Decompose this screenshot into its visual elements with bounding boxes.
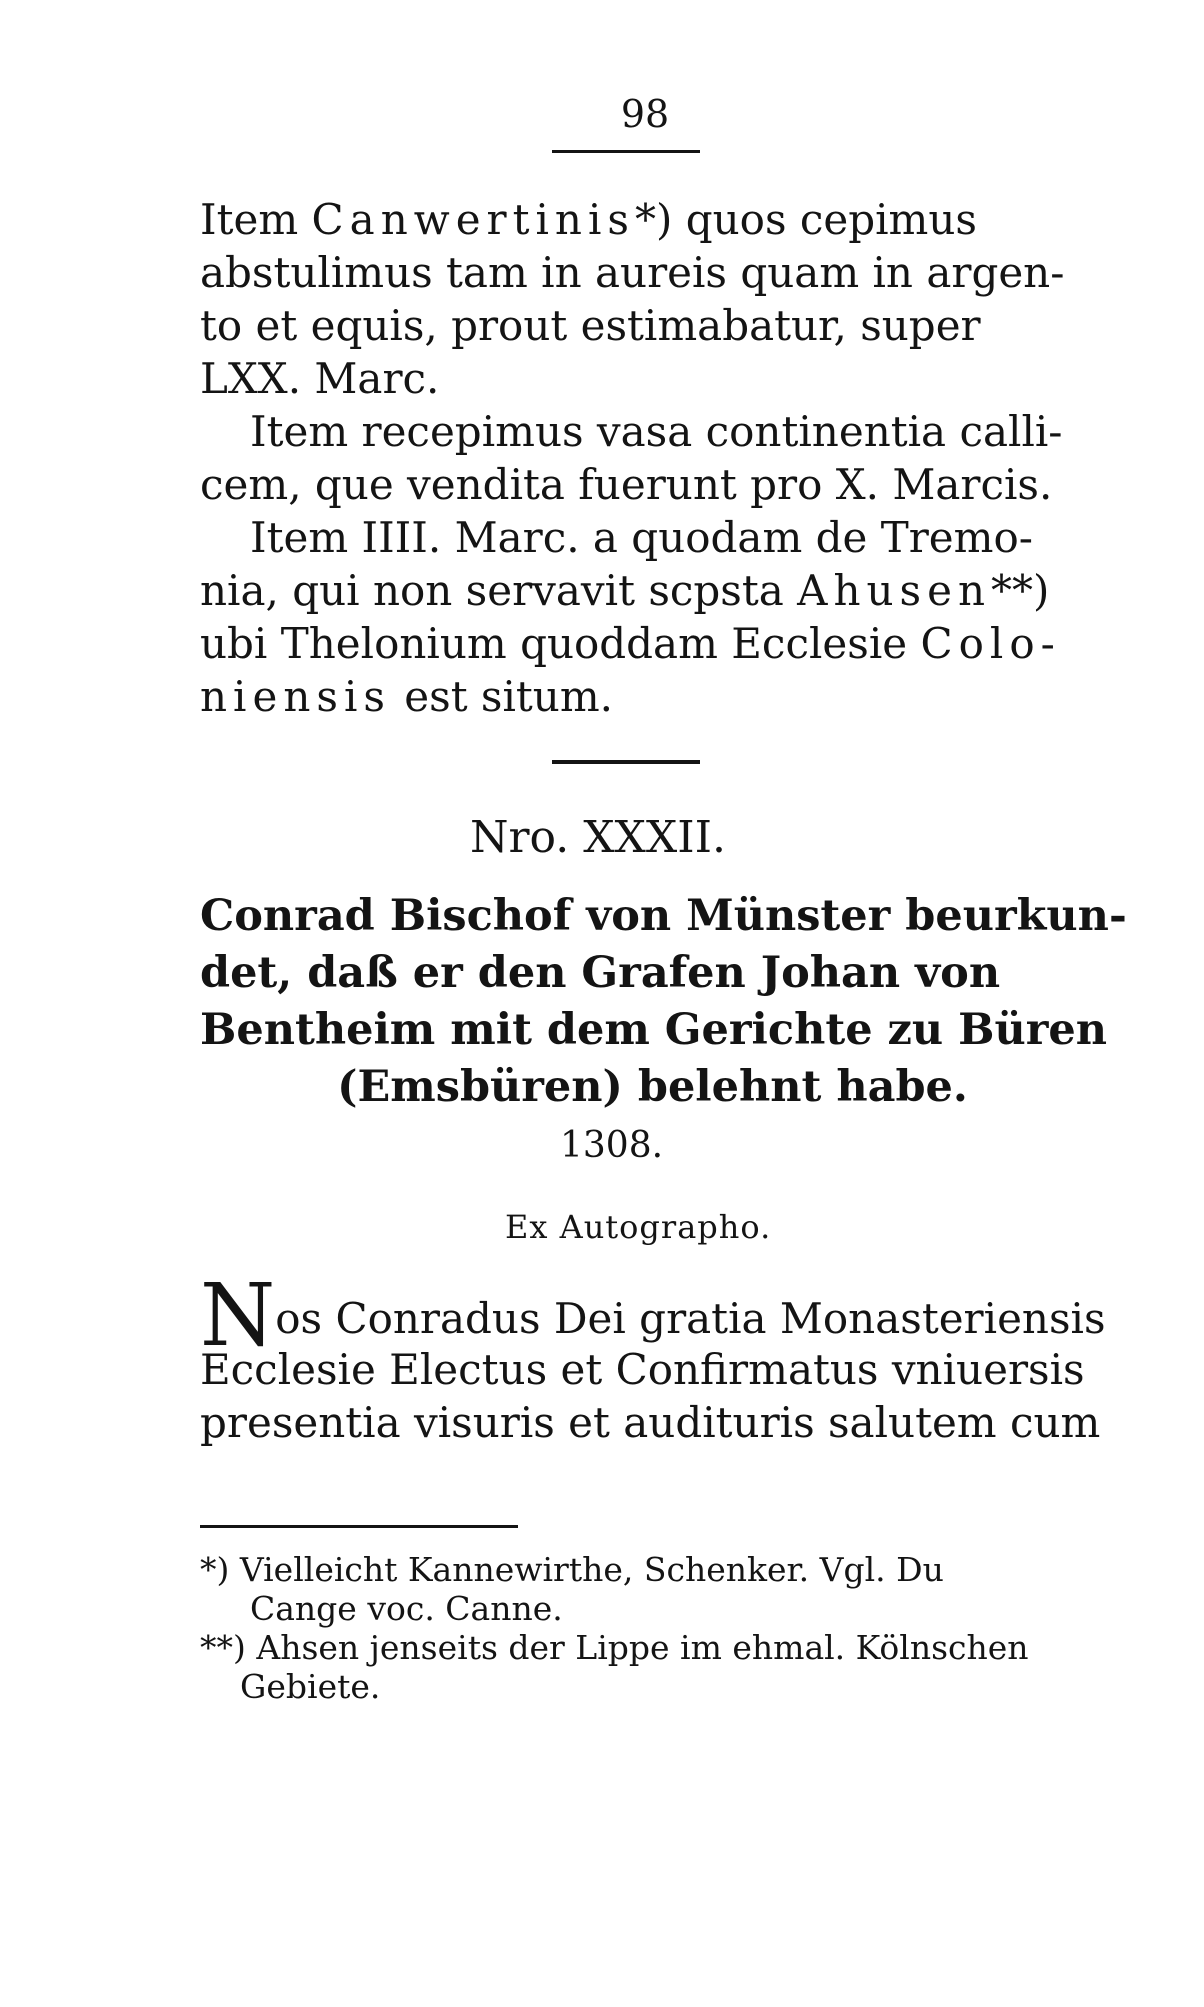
text-line: to et equis, prout estimabatur, super	[200, 301, 981, 350]
heading-line: Conrad Bischof von Münster beurkun-	[200, 891, 1127, 941]
text-line: abstulimus tam in aureis quam in argen-	[200, 248, 1065, 297]
section-divider	[552, 760, 700, 764]
footnotes	[200, 1550, 1105, 1706]
header-rule	[552, 150, 700, 153]
heading-line: Bentheim mit dem Gerichte zu Büren	[200, 1005, 1108, 1055]
footnote: **) Ahsen jenseits der Lippe im ehmal. Kölnschen Gebiete.	[200, 1628, 1029, 1706]
document-number: Nro. XXXII.	[470, 812, 726, 863]
heading-line: det, daß er den Grafen Johan von	[200, 948, 1001, 998]
document-heading	[200, 888, 1127, 1116]
text-line: Ecclesie Electus et Confirmatus vniuersis	[200, 1345, 1085, 1394]
text-line: LXX. Marc.	[200, 354, 440, 403]
drop-cap: N	[200, 1266, 276, 1366]
footnote-marker: *)	[200, 1550, 230, 1589]
document-body	[200, 1266, 1106, 1449]
text-line: Item IIII. Marc. a quodam de Tremo-	[250, 513, 1033, 562]
footnote: *) Vielleicht Kannewirthe, Schenker. Vgl. Du Cange voc. Canne.	[200, 1550, 944, 1628]
text-line: nia, qui non servavit scpsta Ahusen**)	[200, 566, 1050, 615]
text-line: Item recepimus vasa continentia calli-	[250, 407, 1063, 456]
text-line: ubi Thelonium quoddam Ecclesie Colo-	[200, 619, 1061, 668]
intro-paragraph	[200, 193, 1105, 723]
text-line: Item Canwertinis*) quos cepimus	[200, 195, 977, 244]
footnote-rule	[200, 1525, 518, 1528]
text-line: cem, que vendita fuerunt pro X. Marcis.	[200, 460, 1053, 509]
heading-line: (Emsbüren) belehnt habe.	[337, 1062, 968, 1112]
text-line: niensis est situm.	[200, 672, 614, 721]
document-year: 1308.	[560, 1125, 664, 1166]
text-line: Nos Conradus Dei gratia Monasteriensis	[200, 1266, 1106, 1366]
text-line: presentia visuris et audituris salutem cum	[200, 1398, 1101, 1447]
source-note: Ex Autographo.	[505, 1208, 772, 1246]
footnote-marker: **)	[200, 1628, 246, 1667]
page-number: 98	[620, 92, 670, 136]
